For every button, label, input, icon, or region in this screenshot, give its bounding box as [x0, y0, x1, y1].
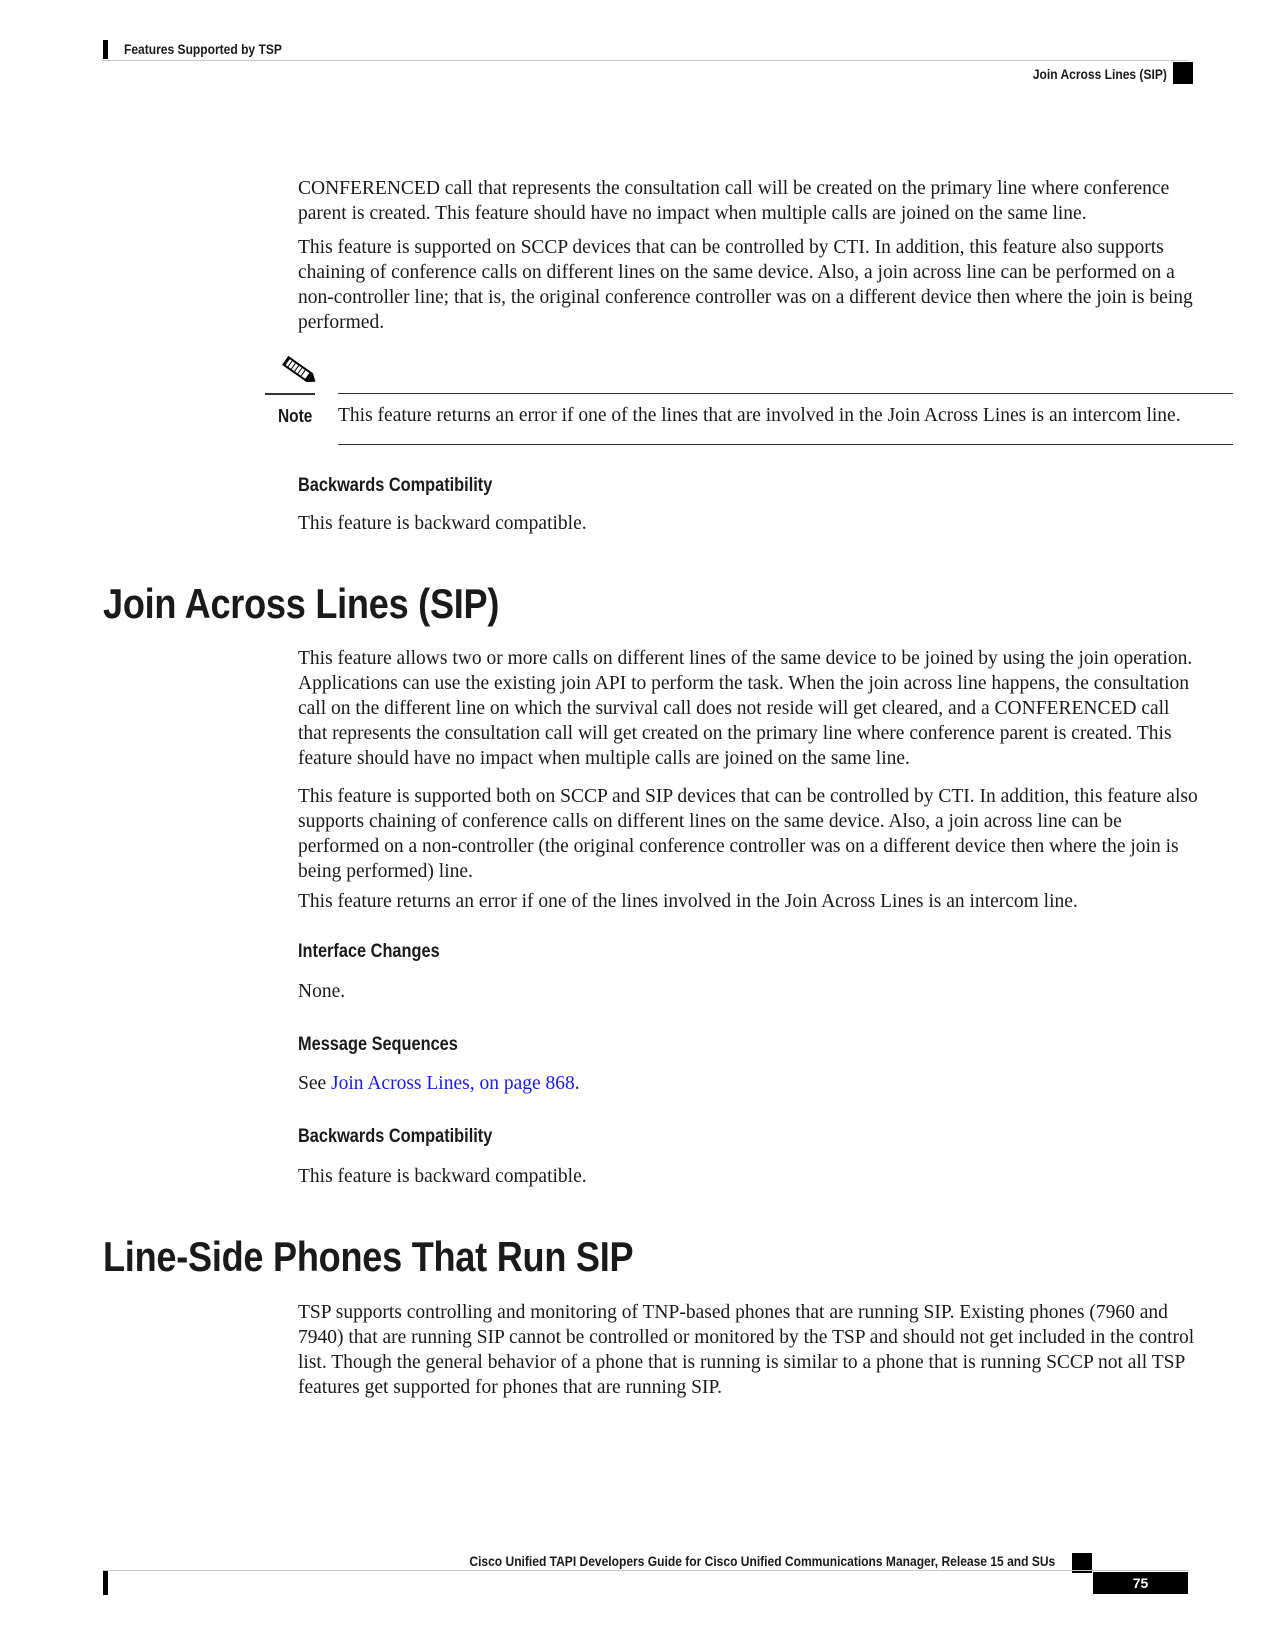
see-suffix: . — [574, 1073, 580, 1094]
paragraph: CONFERENCED call that represents the consultation call will be created on the primary line where conference parent is created. This feature should have no impact when multiple calls are joined on the same line. — [298, 178, 1170, 224]
note-icon-rule — [265, 393, 315, 395]
header-left-bar — [103, 40, 108, 59]
see-prefix: See — [298, 1073, 332, 1094]
subheading-interface-changes: Interface Changes — [298, 941, 440, 962]
paragraph: None. — [298, 981, 346, 1002]
header-marker — [1173, 62, 1193, 84]
section-title-join-across-lines-sip: Join Across Lines (SIP) — [103, 580, 500, 627]
subheading-backwards-compatibility: Backwards Compatibility — [298, 1126, 493, 1147]
header-chapter-title: Features Supported by TSP — [124, 41, 282, 57]
header-section-title: Join Across Lines (SIP) — [1032, 66, 1167, 82]
paragraph: This feature is supported both on SCCP and SIP devices that can be controlled by CTI. In addition, this feature also supports chaining of conference calls on different lines on the same device. Also, a join across line can be performed on a non-controller (the original conference controller was on a different device then where the join is being performed) line. — [298, 786, 1198, 882]
paragraph — [298, 1071, 1198, 1096]
paragraph: This feature is backward compatible. — [298, 513, 587, 534]
section-title-line-side-phones: Line-Side Phones That Run SIP — [103, 1233, 634, 1280]
paragraph: This feature is backward compatible. — [298, 1166, 587, 1187]
header-rule — [103, 60, 1188, 61]
subheading-backwards-compatibility: Backwards Compatibility — [298, 475, 493, 496]
note-label: Note — [278, 406, 313, 426]
paragraph: This feature returns an error if one of the lines involved in the Join Across Lines is an intercom line. — [298, 891, 1078, 912]
note-top-rule — [338, 393, 1233, 394]
join-across-lines-link[interactable]: Join Across Lines, on page 868 — [331, 1073, 575, 1094]
page-number: 75 — [1093, 1572, 1188, 1594]
footer-rule — [103, 1570, 1188, 1571]
footer-book-title: Cisco Unified TAPI Developers Guide for Cisco Unified Communications Manager, Release 15 and SUs — [469, 1553, 1055, 1569]
pencil-icon — [276, 352, 320, 388]
note-bottom-rule — [338, 444, 1233, 445]
footer-left-bar — [103, 1571, 108, 1595]
note-text: This feature returns an error if one of the lines that are involved in the Join Across Lines is an intercom line. — [338, 405, 1181, 426]
subheading-message-sequences: Message Sequences — [298, 1034, 458, 1055]
paragraph: This feature is supported on SCCP devices that can be controlled by CTI. In addition, this feature also supports chaining of conference calls on different lines on the same device. Also, a join across line can be performed on a non-controller line; that is, the original conference controller was on a different device then where the join is being performed. — [298, 237, 1193, 333]
paragraph: TSP supports controlling and monitoring of TNP-based phones that are running SIP. Existing phones (7960 and 7940) that are running SIP cannot be controlled or monitored by the TSP and should not get included in the control list. Though the general behavior of a phone that is running is similar to a phone that is running SCCP not all TSP features get supported for phones that are running SIP. — [298, 1302, 1195, 1398]
paragraph: This feature allows two or more calls on different lines of the same device to be joined by using the join operation. Applications can use the existing join API to perform the task. When the join across line happens, the consultation call on the different line on which the survival call does not reside will get cleared, and a CONFERENCED call that represents the consultation call will get created on the primary line where conference parent is created. This feature should have no impact when multiple calls are joined on the same line. — [298, 648, 1193, 769]
